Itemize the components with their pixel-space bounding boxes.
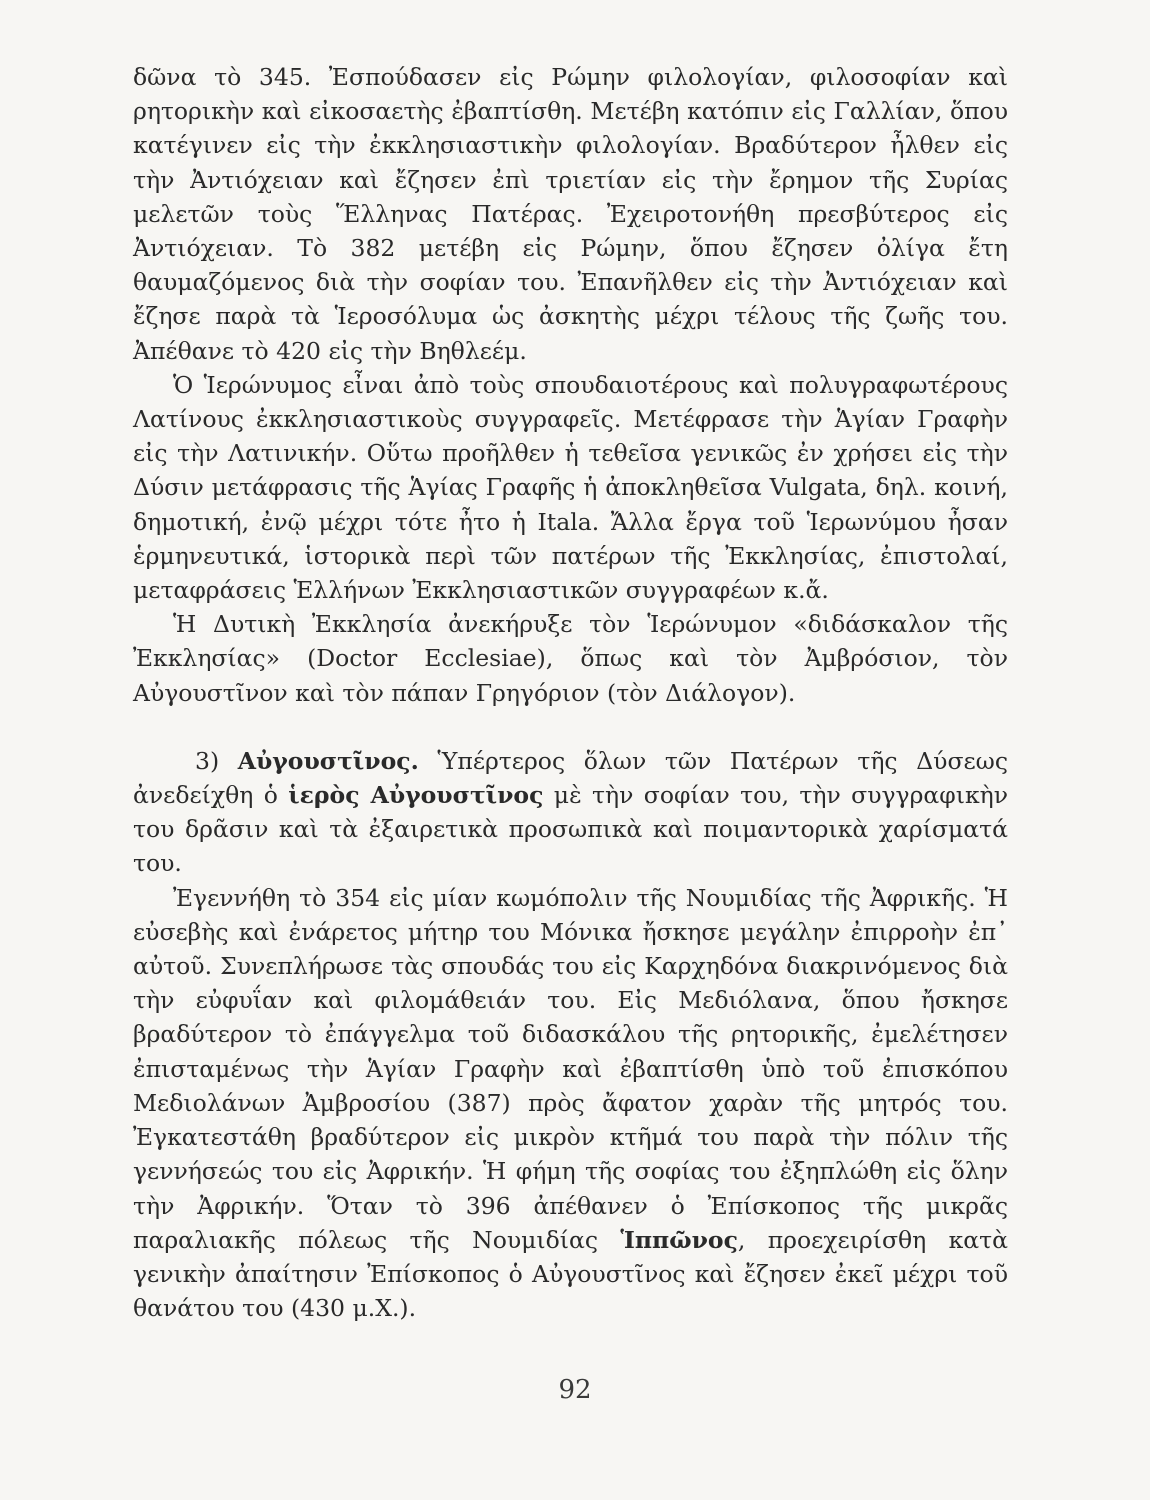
augustine-emphasis: ἱερὸς Αὐγουστῖνος [288, 781, 544, 810]
paragraph-augustine-life [133, 881, 1008, 1326]
section-number: 3) [195, 746, 238, 775]
page-number: 92 [558, 1375, 592, 1405]
page-body [133, 60, 1008, 1325]
augustine-life-text-a: Ἐγεννήθη τὸ 354 εἰς μίαν κωμόπολιν τῆς Νουμιδίας τῆς Ἀφρικῆς. Ἡ εὐσεβὴς καὶ ἐνάρετος μήτηρ του Μόνικα ἤσκησε μεγάλην ἐπιρροὴν ἐπ᾽ αὐτοῦ. Συνεπλήρωσε τὰς σπουδάς του εἰς Καρχηδόνα διακρινόμενος διὰ τὴν εὐφυΐαν καὶ φιλομάθειάν του. Εἰς Μεδιόλανα, ὅπου ἤσκησε βραδύτερον τὸ ἐπάγγελμα τοῦ διδασκάλου τῆς ρητορικῆς, ἐμελέτησεν ἐπισταμένως τὴν Ἁγίαν Γραφὴν καὶ ἐβαπτίσθη ὑπὸ τοῦ ἐπισκόπου Μεδιολάνων Ἀμβροσίου (387) πρὸς ἄφατον χαρὰν τῆς μητρός του. Ἐγκατεστάθη βραδύτερον εἰς μικρὸν κτῆμά του παρὰ τὴν πόλιν τῆς γεννήσεώς του εἰς Ἀφρικήν. Ἡ φήμη τῆς σοφίας του ἐξηπλώθη εἰς ὅλην τὴν Ἀφρικήν. Ὅταν τὸ 396 ἀπέθανεν ὁ Ἐπίσκοπος τῆς μικρᾶς παραλιακῆς πόλεως τῆς Νουμιδίας [133, 883, 1008, 1254]
augustine-intro-text-b: μὲ τὴν σοφίαν του, τὴν συγγραφικὴν του δρᾶσιν καὶ τὰ ἐξαιρετικὰ προσωπικὰ καὶ ποιμαντορικὰ χαρίσματά του. [133, 781, 1008, 878]
hippo-emphasis: Ἱππῶνος [620, 1225, 738, 1254]
augustine-intro-text-a: Ὑπέρτερος ὅλων τῶν Πατέρων τῆς Δύσεως ἀνεδείχθη ὁ [133, 746, 1009, 810]
paragraph-hieronymus-works: Ὁ Ἱερώνυμος εἶναι ἀπὸ τοὺς σπουδαιοτέρους καὶ πολυγραφωτέρους Λατίνους ἐκκλησιαστικοὺς συγγραφεῖς. Μετέφρασε τὴν Ἁγίαν Γραφὴν εἰς τὴν Λατινικήν. Οὕτω προῆλθεν ἡ τεθεῖσα γενικῶς ἐν χρήσει εἰς τὴν Δύσιν μετάφρασις τῆς Ἁγίας Γραφῆς ἡ ἀποκληθεῖσα Vulgata, δηλ. κοινή, δημοτική, ἐνῷ μέχρι τότε ἦτο ἡ Itala. Ἄλλα ἔργα τοῦ Ἱερωνύμου ἦσαν ἑρμηνευτικά, ἱστορικὰ περὶ τῶν πατέρων τῆς Ἐκκλησίας, ἐπιστολαί, μεταφράσεις Ἑλλήνων Ἐκκλησιαστικῶν συγγραφέων κ.ἄ. [133, 370, 1008, 605]
paragraph-hieronymus-biography: δῶνα τὸ 345. Ἐσπούδασεν εἰς Ρώμην φιλολογίαν, φιλοσοφίαν καὶ ρητορικὴν καὶ εἰκοσαετὴς ἐβαπτίσθη. Μετέβη κατόπιν εἰς Γαλλίαν, ὅπου κατέγινεν εἰς τὴν ἐκκλησιαστικὴν φιλολογίαν. Βραδύτερον ἦλθεν εἰς τὴν Ἀντιόχειαν καὶ ἔζησεν ἐπὶ τριετίαν εἰς τὴν ἔρημον τῆς Συρίας μελετῶν τοὺς Ἕλληνας Πατέρας. Ἐχειροτονήθη πρεσβύτερος εἰς Ἀντιόχειαν. Τὸ 382 μετέβη εἰς Ρώμην, ὅπου ἔζησεν ὀλίγα ἔτη θαυμαζόμενος διὰ τὴν σοφίαν του. Ἐπανῆλθεν εἰς τὴν Ἀντιόχειαν καὶ ἔζησε παρὰ τὰ Ἱεροσόλυμα ὡς ἀσκητὴς μέχρι τέλους τῆς ζωῆς του. Ἀπέθανε τὸ 420 εἰς τὴν Βηθλεέμ. [133, 63, 1008, 365]
section-heading-augustine: Αὐγουστῖνος. [237, 746, 419, 775]
paragraph-doctor-ecclesiae: Ἡ Δυτικὴ Ἐκκλησία ἀνεκήρυξε τὸν Ἱερώνυμον «διδάσκαλον τῆς Ἐκκλησίας» (Doctor Ecclesiae), ὅπως καὶ τὸν Ἀμβρόσιον, τὸν Αὐγουστῖνον καὶ τὸν πάπαν Γρηγόριον (τὸν Διάλογον). [133, 610, 1008, 707]
augustine-life-text-b: , προεχειρίσθη κατὰ γενικὴν ἀπαίτησιν Ἐπίσκοπος ὁ Αὐγουστῖνος καὶ ἔζησεν ἐκεῖ μέχρι τοῦ θανάτου του (430 μ.Χ.). [133, 1225, 1008, 1323]
paragraph-augustine-intro [133, 744, 1008, 881]
